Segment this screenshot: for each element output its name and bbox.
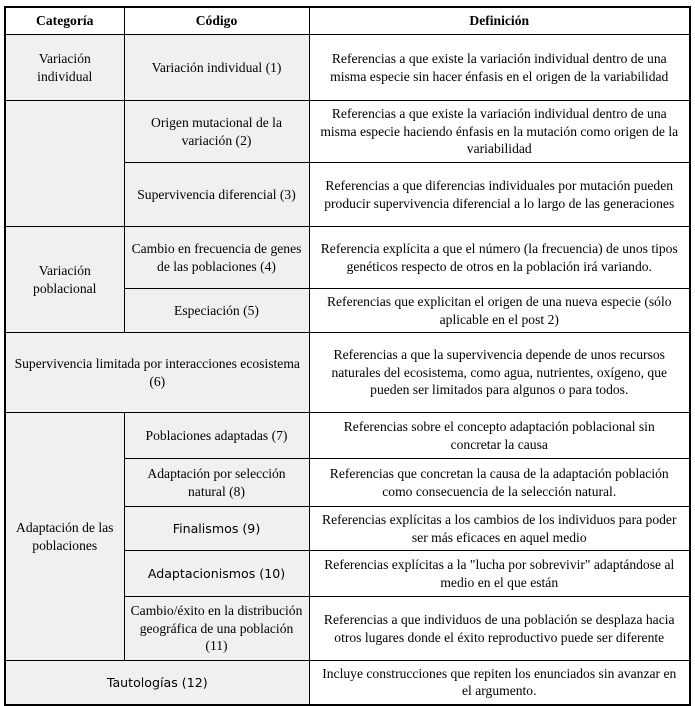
table-row [5,101,690,163]
definition-cell: Referencias explícitas a la "lucha por sobrevivir" adaptándose al medio en el que están [309,551,690,597]
category-cell: Tautologías (12) [5,661,309,705]
table-row [5,35,690,101]
code-cell: Especiación (5) [124,289,309,333]
table-row [5,661,690,705]
header-row [5,7,690,35]
category-cell [5,101,124,227]
definition-cell: Incluye construcciones que repiten los enunciados sin avanzar en el argumento. [309,661,690,705]
code-cell: Adaptacionismos (10) [124,551,309,597]
table-row [5,227,690,289]
category-cell: Adaptación de las poblaciones [5,413,124,661]
definition-cell: Referencias a que existe la variación individual dentro de una misma especie haciendo énfasis en la mutación como origen de la variabilidad [309,101,690,163]
definition-cell: Referencias a que diferencias individuales por mutación pueden producir supervivencia diferencial a lo largo de las generaciones [309,163,690,227]
categories-table [4,6,691,706]
definition-cell: Referencia explícita a que el número (la frecuencia) de unos tipos genéticos respecto de otros en la población irá variando. [309,227,690,289]
definition-cell: Referencias a que la supervivencia depende de unos recursos naturales del ecosistema, como agua, nutrientes, oxígeno, que pueden ser limitados para algunos o para todos. [309,333,690,413]
code-cell: Supervivencia diferencial (3) [124,163,309,227]
code-cell: Poblaciones adaptadas (7) [124,413,309,459]
code-cell: Finalismos (9) [124,507,309,551]
definition-cell: Referencias sobre el concepto adaptación poblacional sin concretar la causa [309,413,690,459]
table-row [5,413,690,459]
definition-cell: Referencias explícitas a los cambios de los individuos para poder ser más eficaces en aquel medio [309,507,690,551]
definition-cell: Referencias que explicitan el origen de una nueva especie (sólo aplicable en el post 2) [309,289,690,333]
category-cell: Supervivencia limitada por interacciones ecosistema (6) [5,333,309,413]
code-cell: Origen mutacional de la variación (2) [124,101,309,163]
header-code: Código [124,7,309,35]
definition-cell: Referencias a que individuos de una población se desplaza hacia otros lugares donde el éxito reproductivo puede ser diferente [309,597,690,661]
code-cell: Adaptación por selección natural (8) [124,459,309,507]
table-row [5,333,690,413]
code-cell: Variación individual (1) [124,35,309,101]
definition-cell: Referencias que concretan la causa de la adaptación población como consecuencia de la selección natural. [309,459,690,507]
header-category: Categoría [5,7,124,35]
header-definition: Definición [309,7,690,35]
definition-cell: Referencias a que existe la variación individual dentro de una misma especie sin hacer énfasis en el origen de la variabilidad [309,35,690,101]
code-cell: Cambio en frecuencia de genes de las poblaciones (4) [124,227,309,289]
category-cell: Variación individual [5,35,124,101]
code-cell: Cambio/éxito en la distribución geográfica de una población (11) [124,597,309,661]
category-cell: Variación poblacional [5,227,124,333]
